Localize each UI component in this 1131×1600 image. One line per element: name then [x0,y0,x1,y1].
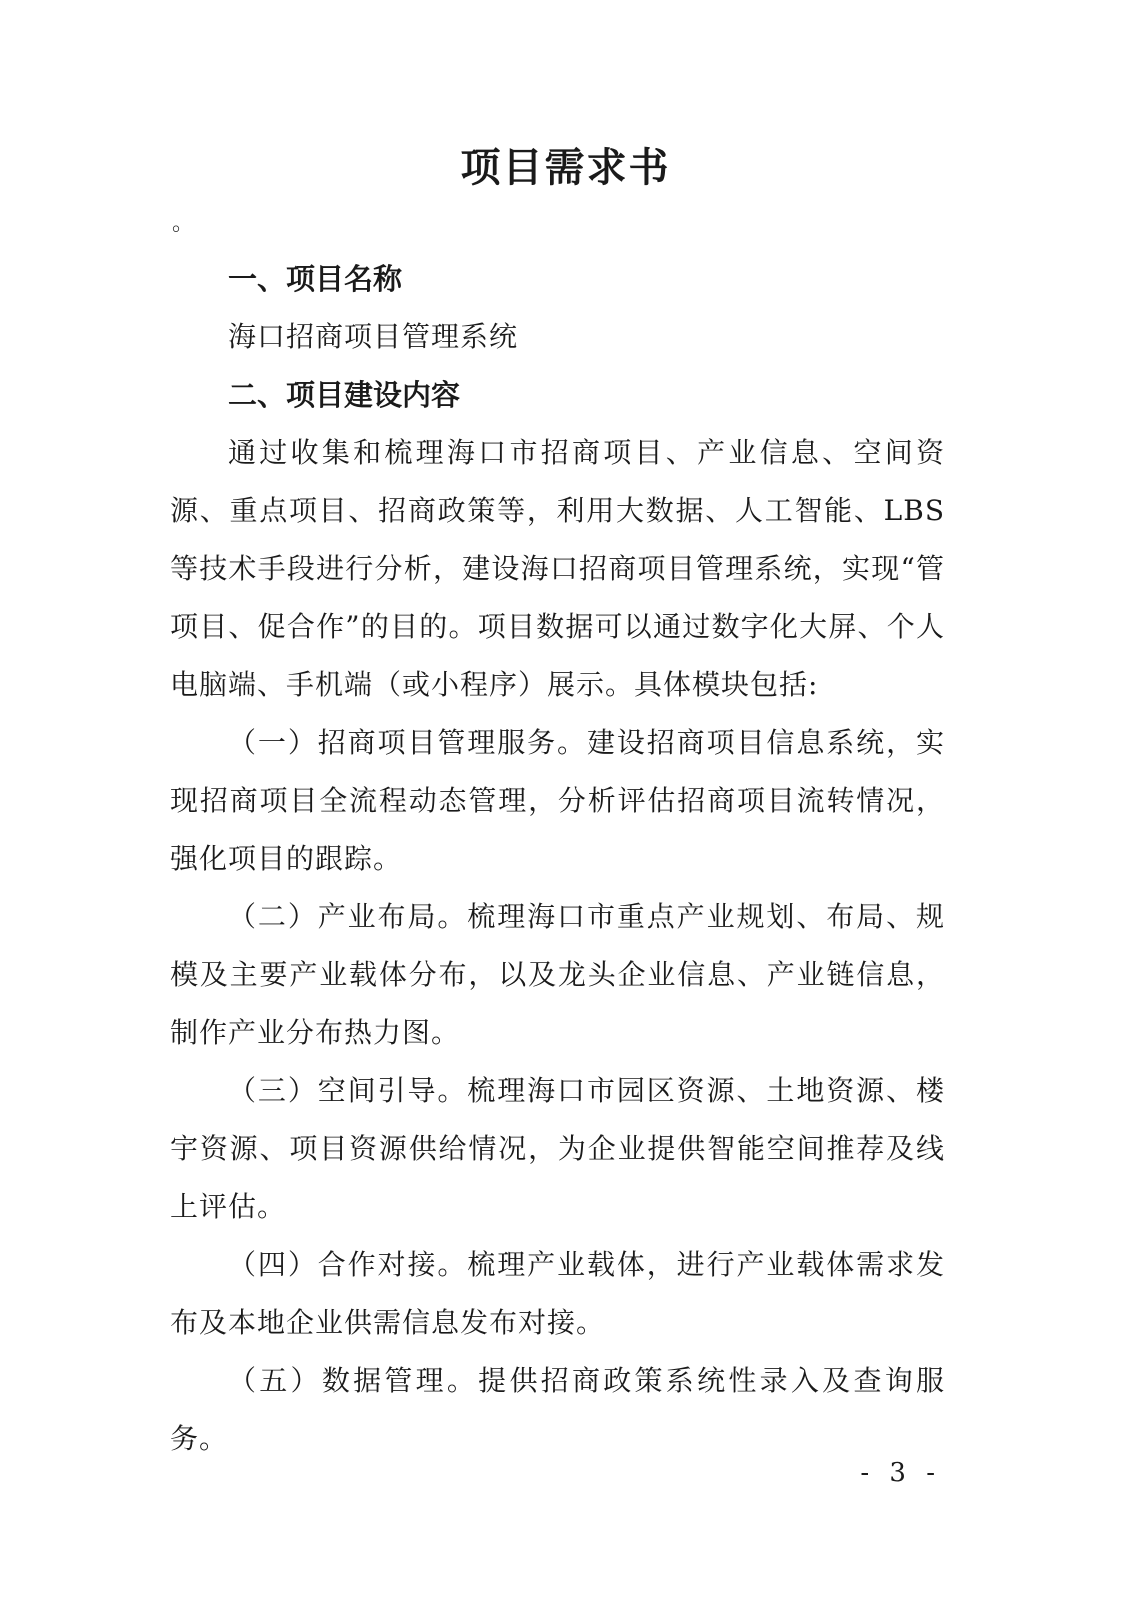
module-4-paragraph: （四）合作对接。梳理产业载体，进行产业载体需求发布及本地企业供需信息发布对接。 [170,1248,945,1339]
page-number: - 3 - [860,1458,941,1488]
module-5-paragraph: （五）数据管理。提供招商政策系统性录入及查询服务。 [170,1364,945,1455]
module-3-paragraph: （三）空间引导。梳理海口市园区资源、土地资源、楼宇资源、项目资源供给情况，为企业提供智能空间推荐及线上评估。 [170,1074,945,1223]
construction-intro-paragraph: 通过收集和梳理海口市招商项目、产业信息、空间资源、重点项目、招商政策等，利用大数据、人工智能、LBS 等技术手段进行分析，建设海口招商项目管理系统，实现“管项目、促合作”的目的。项目数据可以通过数字化大屏、个人电脑端、手机端（或小程序）展示。具体模块包括: [170,436,945,701]
stray-punctuation-mark: 。 [172,211,195,236]
document-title: 项目需求书 [460,144,671,191]
section-heading-project-name: 一、项目名称 [228,262,403,296]
module-2-paragraph: （二）产业布局。梳理海口市重点产业规划、布局、规模及主要产业载体分布，以及龙头企业信息、产业链信息，制作产业分布热力图。 [170,900,945,1049]
section-heading-construction-content: 二、项目建设内容 [228,378,461,412]
project-name-paragraph: 海口招商项目管理系统 [228,320,519,353]
document-body [170,250,945,1468]
module-1-paragraph: （一）招商项目管理服务。建设招商项目信息系统，实现招商项目全流程动态管理，分析评估招商项目流转情况，强化项目的跟踪。 [170,726,945,875]
